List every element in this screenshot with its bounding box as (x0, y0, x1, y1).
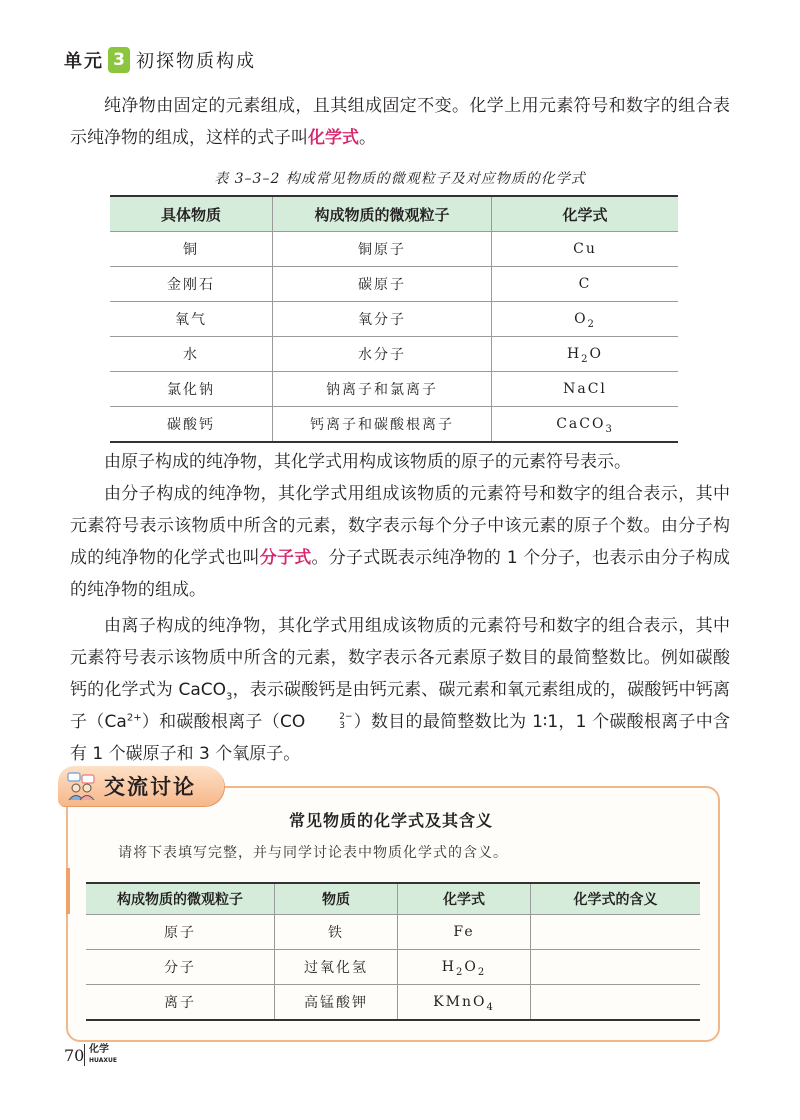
cell-substance: 水 (110, 337, 273, 372)
discussion-header-row (86, 883, 700, 915)
cell-particle: 水分子 (273, 337, 492, 372)
discussion-instruction: 请将下表填写完整，并与同学讨论表中物质化学式的含义。 (118, 845, 508, 861)
discussion-table (86, 882, 700, 1021)
discussion-title: 常见物质的化学式及其含义 (288, 811, 493, 830)
cell-substance: 铜 (110, 232, 273, 267)
table1-header-row (110, 196, 678, 232)
discussion-tab (58, 766, 224, 806)
unit-number-badge: 3 (108, 47, 130, 73)
col-substance: 物质 (275, 883, 398, 915)
term-molecular-formula: 分子式 (259, 548, 312, 568)
cell-formula: Cu (492, 232, 679, 267)
page-number: 70 (64, 1046, 85, 1065)
cell-substance: 铁 (275, 915, 398, 950)
paragraph-ions: 由离子构成的纯净物，其化学式用组成该物质的元素符号和数字的组合表示，其中元素符号表示该物质中所含的元素，数字表示各元素原子数目的最简整数比。例如碳酸钙的化学式为 CaCO$_3$，表示碳酸钙是由钙元素、碳元素和氧元素组成的，碳酸钙中钙离子$(Ca^{2+})$和碳酸根离子（CO 2− 3 ）数目的最简整数比为 1∶1，1 个碳酸根离子中含有 1 个碳原子和 3 个氧原子。 (70, 616, 730, 764)
term-chemical-formula: 化学式 (308, 128, 359, 148)
table1-col-formula: 化学式 (492, 196, 679, 232)
table1-col-particle: 构成物质的微观粒子 (273, 196, 492, 232)
discussion-side-accent (66, 868, 70, 914)
table-row (86, 985, 700, 1021)
cell-meaning-blank[interactable] (531, 985, 701, 1021)
cell-particle: 碳原子 (273, 267, 492, 302)
table-row (110, 267, 678, 302)
discussion-people-icon (66, 771, 96, 801)
cell-particle: 原子 (86, 915, 275, 950)
cell-particle: 氧分子 (273, 302, 492, 337)
unit-label: 单元 (64, 51, 104, 72)
cell-particle: 钙离子和碳酸根离子 (273, 407, 492, 443)
cell-formula: $H_2O$ (492, 337, 679, 372)
table1-caption: 表 3–3–2 构成常见物质的微观粒子及对应物质的化学式 (214, 171, 586, 187)
cell-formula: KMnO$_4$ (398, 985, 531, 1021)
cell-particle: 铜原子 (273, 232, 492, 267)
intro-end: 。 (359, 128, 376, 148)
col-meaning: 化学式的含义 (531, 883, 701, 915)
cell-meaning-blank[interactable] (531, 950, 701, 985)
intro-paragraph (70, 90, 730, 154)
cell-meaning-blank[interactable] (531, 915, 701, 950)
col-particle: 构成物质的微观粒子 (86, 883, 275, 915)
table1-col-substance: 具体物质 (110, 196, 273, 232)
cell-particle: 分子 (86, 950, 275, 985)
cell-formula: Fe (398, 915, 531, 950)
cell-particle: 钠离子和氯离子 (273, 372, 492, 407)
col-formula: 化学式 (398, 883, 531, 915)
cell-formula: $O_2$ (492, 302, 679, 337)
paragraph-molecules: 由分子构成的纯净物，其化学式用组成该物质的元素符号和数字的组合表示，其中元素符号表示该物质中所含的元素，数字表示每个分子中该元素的原子个数。由分子构成的纯净物的化学式也叫分子式。分子式既表示纯净物的 1 个分子，也表示由分子构成的纯净物的组成。 (70, 484, 731, 600)
paragraph-atoms: 由原子构成的纯净物，其化学式用构成该物质的原子的元素符号表示。 (104, 452, 631, 472)
table-row (110, 232, 678, 267)
unit-title: 初探物质构成 (136, 51, 256, 72)
table-row (110, 302, 678, 337)
cell-substance: 高锰酸钾 (275, 985, 398, 1021)
table-row (86, 950, 700, 985)
cell-formula: C (492, 267, 679, 302)
intro-text: 纯净物由固定的元素组成，且其组成固定不变。化学上用元素符号和数字的组合表示纯净物的组成，这样的式子叫 (70, 96, 730, 148)
subject-en: HUAXUE (89, 1057, 117, 1064)
table-row (110, 337, 678, 372)
unit-header (64, 44, 256, 76)
discussion-tab-title: 交流讨论 (104, 775, 196, 799)
cell-formula: CaCO$_3$ (492, 407, 679, 443)
table-row (110, 372, 678, 407)
table1 (110, 195, 678, 443)
cell-formula: NaCl (492, 372, 679, 407)
footer-divider (84, 1044, 85, 1066)
cell-particle: 离子 (86, 985, 275, 1021)
cell-substance: 氧气 (110, 302, 273, 337)
body-text (70, 446, 730, 770)
footer-subject (89, 1044, 117, 1066)
cell-substance: 氯化钠 (110, 372, 273, 407)
cell-substance: 碳酸钙 (110, 407, 273, 443)
cell-formula: $H_2O_2$ (398, 950, 531, 985)
table-row (110, 407, 678, 443)
subject-cn: 化学 (89, 1044, 109, 1055)
table-row (86, 915, 700, 950)
cell-substance: 过氧化氢 (275, 950, 398, 985)
cell-substance: 金刚石 (110, 267, 273, 302)
